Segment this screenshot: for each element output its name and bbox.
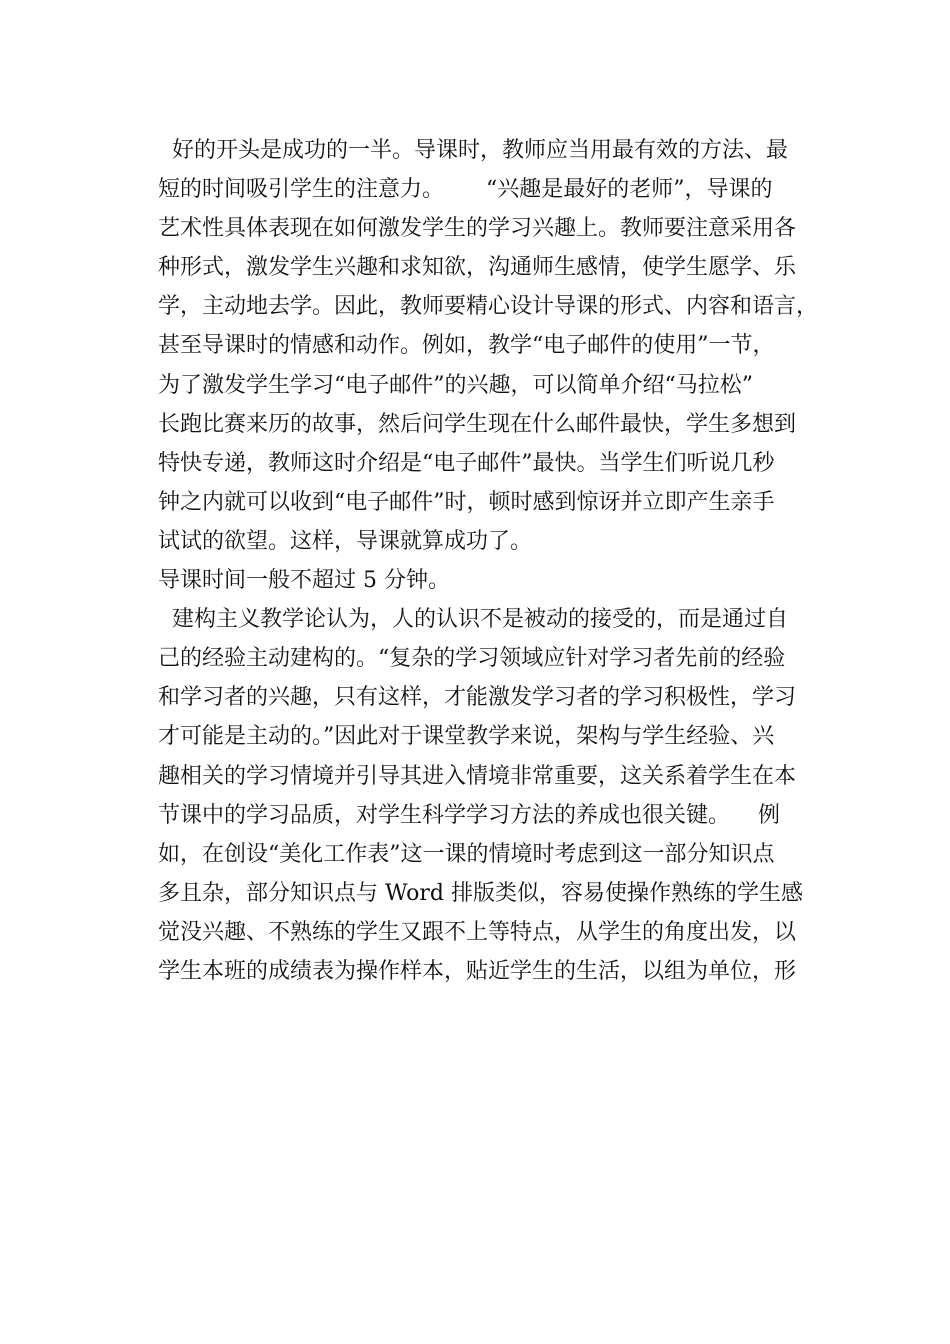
text-line: 和学习者的兴趣，只有这样，才能激发学习者的学习积极性，学习 xyxy=(158,685,797,711)
text-line: 学，主动地去学。因此，教师要精心设计导课的形式、内容和语言， xyxy=(158,294,819,320)
text-line: 试试的欲望。这样，导课就算成功了。 xyxy=(158,528,533,554)
text-line: 特快专递，教师这时介绍是“电子邮件”最快。当学生们听说几秒 xyxy=(158,450,775,476)
text-line: 觉没兴趣、不熟练的学生又跟不上等特点，从学生的角度出发，以 xyxy=(158,919,797,945)
text-line: 钟之内就可以收到“电子邮件”时，顿时感到惊讶并立即产生亲手 xyxy=(158,489,775,515)
text-line: 艺术性具体表现在如何激发学生的学习兴趣上。教师要注意采用各 xyxy=(158,216,797,242)
text-line: 为了激发学生学习“电子邮件”的兴趣，可以简单介绍“马拉松” xyxy=(158,372,753,398)
text-line: 甚至导课时的情感和动作。例如，教学“电子邮件的使用”一节， xyxy=(158,333,775,359)
text-line: 长跑比赛来历的故事，然后问学生现在什么邮件最快，学生多想到 xyxy=(158,411,797,437)
text-line: 种形式，激发学生兴趣和求知欲，沟通师生感情，使学生愿学、乐 xyxy=(158,255,797,281)
text-line: 如，在创设“美化工作表”这一课的情境时考虑到这一部分知识点 xyxy=(158,841,775,867)
text-line: 建构主义教学论认为，人的认识不是被动的接受的，而是通过自 xyxy=(158,607,788,633)
text-line: 学生本班的成绩表为操作样本，贴近学生的生活，以组为单位，形 xyxy=(158,958,797,984)
text-line: 好的开头是成功的一半。导课时，教师应当用最有效的方法、最 xyxy=(158,138,788,163)
text-line: 节课中的学习品质，对学生科学学习方法的养成也很关键。 例 xyxy=(158,802,780,828)
text-line: 己的经验主动建构的。“复杂的学习领域应针对学习者先前的经验 xyxy=(158,646,786,672)
body-text xyxy=(158,131,858,991)
text-line: 才可能是主动的。”因此对于课堂教学来说，架构与学生经验、兴 xyxy=(158,724,775,750)
text-line: 多且杂，部分知识点与 Word 排版类似，容易使操作熟练的学生感 xyxy=(158,880,803,906)
text-line: 导课时间一般不超过 5 分钟。 xyxy=(158,568,450,594)
text-line: 趣相关的学习情境并引导其进入情境非常重要，这关系着学生在本 xyxy=(158,763,797,789)
text-line: 短的时间吸引学生的注意力。 “兴趣是最好的老师”，导课的 xyxy=(158,177,773,203)
